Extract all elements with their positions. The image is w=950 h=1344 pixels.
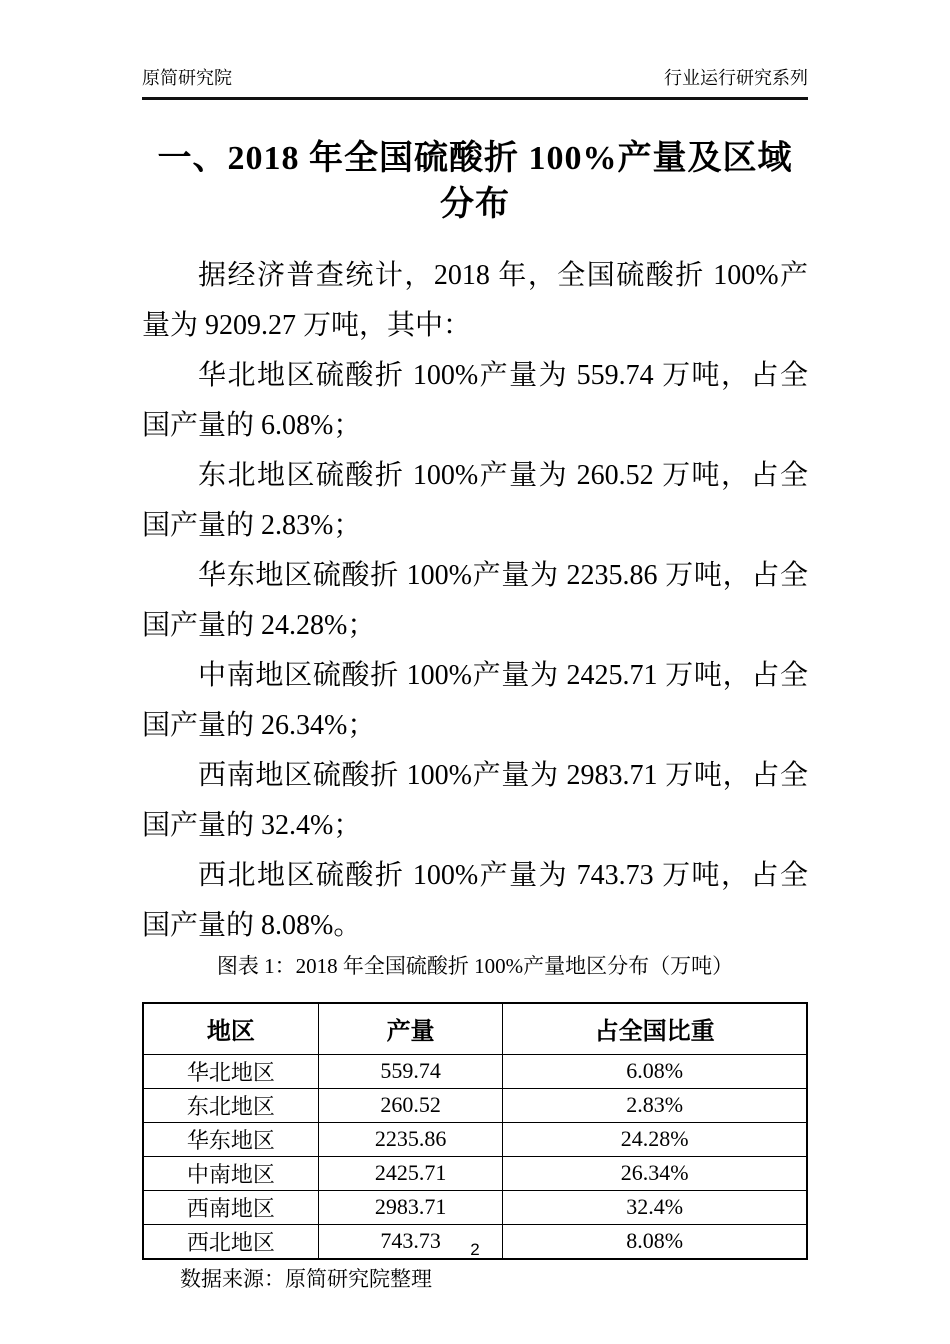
table-row xyxy=(143,1054,807,1088)
cell-region: 西北地区 xyxy=(143,1224,318,1259)
table-row xyxy=(143,1156,807,1190)
cell-output: 2235.86 xyxy=(318,1122,503,1156)
cell-share: 2.83% xyxy=(503,1088,807,1122)
section-title: 一、2018 年全国硫酸折 100%产量及区域分布 xyxy=(157,140,793,223)
table-header-row xyxy=(143,1003,807,1055)
cell-region: 华东地区 xyxy=(143,1122,318,1156)
paragraph-northeast: 东北地区硫酸折 100%产量为 260.52 万吨，占全国产量的 2.83%； xyxy=(142,459,808,541)
header-right-text: 行业运行研究系列 xyxy=(664,68,808,88)
body-text xyxy=(142,251,808,951)
cell-output: 2983.71 xyxy=(318,1190,503,1224)
cell-region: 西南地区 xyxy=(143,1190,318,1224)
cell-share: 6.08% xyxy=(503,1054,807,1088)
paragraph-southwest: 西南地区硫酸折 100%产量为 2983.71 万吨，占全国产量的 32.4%； xyxy=(142,759,808,841)
cell-share: 26.34% xyxy=(503,1156,807,1190)
cell-region: 东北地区 xyxy=(143,1088,318,1122)
paragraph-north: 华北地区硫酸折 100%产量为 559.74 万吨，占全国产量的 6.08%； xyxy=(142,359,808,441)
table-caption: 图表 1：2018 年全国硫酸折 100%产量地区分布（万吨） xyxy=(216,953,734,978)
header-left-text: 原简研究院 xyxy=(142,68,232,88)
cell-output: 559.74 xyxy=(318,1054,503,1088)
paragraph-central-south: 中南地区硫酸折 100%产量为 2425.71 万吨，占全国产量的 26.34%； xyxy=(142,659,808,741)
region-distribution-table xyxy=(142,1002,808,1260)
column-header-share: 占全国比重 xyxy=(503,1003,807,1055)
cell-output: 2425.71 xyxy=(318,1156,503,1190)
cell-region: 中南地区 xyxy=(143,1156,318,1190)
cell-share: 24.28% xyxy=(503,1122,807,1156)
table-row xyxy=(143,1190,807,1224)
cell-region: 华北地区 xyxy=(143,1054,318,1088)
running-header xyxy=(142,66,808,100)
cell-share: 32.4% xyxy=(503,1190,807,1224)
data-source-note: 数据来源：原简研究院整理 xyxy=(180,1266,432,1291)
cell-output: 260.52 xyxy=(318,1088,503,1122)
column-header-output: 产量 xyxy=(318,1003,503,1055)
column-header-region: 地区 xyxy=(143,1003,318,1055)
page-number: 2 xyxy=(470,1240,480,1259)
paragraph-east: 华东地区硫酸折 100%产量为 2235.86 万吨，占全国产量的 24.28%； xyxy=(142,559,808,641)
cell-output: 743.73 xyxy=(318,1224,503,1259)
paragraph-total: 据经济普查统计，2018 年，全国硫酸折 100%产量为 9209.27 万吨，其中： xyxy=(142,259,808,341)
cell-share: 8.08% xyxy=(503,1224,807,1259)
paragraph-northwest: 西北地区硫酸折 100%产量为 743.73 万吨，占全国产量的 8.08%。 xyxy=(142,859,808,941)
table-row xyxy=(143,1088,807,1122)
table-row xyxy=(143,1122,807,1156)
